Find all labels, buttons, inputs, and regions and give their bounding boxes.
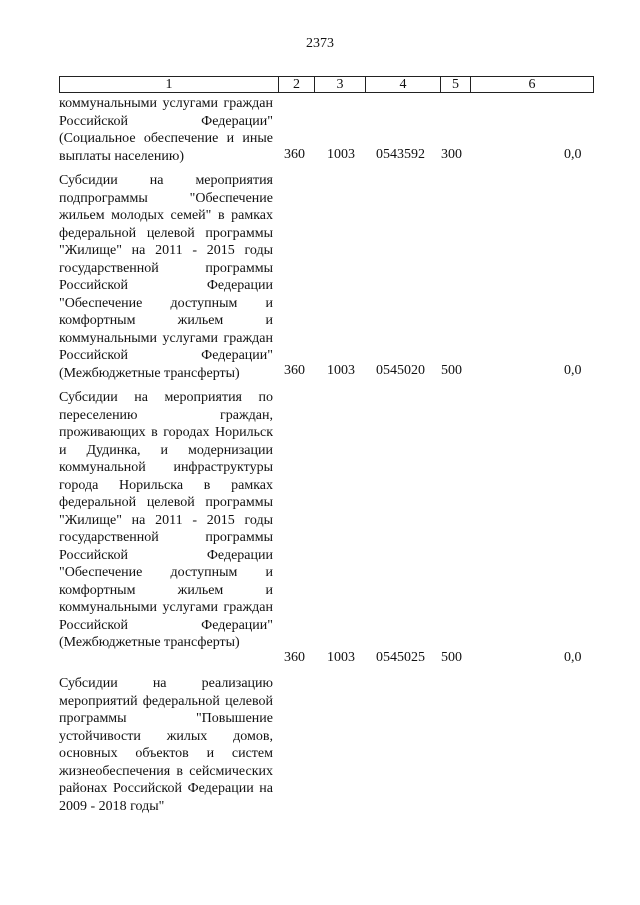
row-description — [59, 172, 273, 382]
page-number: 2373 — [306, 36, 334, 51]
description-text: Субсидии на мероприятия подпрограммы "Обеспечение жильем молодых семей" в рамках федеральной целевой программы "Жилище" на 2011 - 2015 годы государственной программы Российской Федерации "Обеспечение доступным и комфортным жильем и коммунальными услугами граждан Российской Федерации" (Межбюджетные трансферты) — [59, 173, 273, 381]
cell-col6: 0,0 — [564, 650, 582, 665]
row-description — [59, 675, 273, 815]
cell-col3: 1003 — [327, 650, 355, 665]
cell-col2: 360 — [284, 363, 305, 378]
row-description — [59, 95, 273, 165]
cell-col5: 500 — [441, 650, 462, 665]
cell-col6: 0,0 — [564, 363, 582, 378]
cell-col5: 300 — [441, 147, 462, 162]
description-text: Субсидии на мероприятия по переселению граждан, проживающих в городах Норильск и Дудинка, и модернизации коммунальной инфраструктуры города Норильска в рамках федеральной целевой программы "Жилище" на 2011 - 2015 годы государственной программы Российской Федерации "Обеспечение доступным и комфортным жильем и коммунальными услугами граждан Российской Федерации" (Межбюджетные трансферты) — [59, 390, 273, 650]
cell-col6: 0,0 — [564, 147, 582, 162]
cell-col4: 0545025 — [376, 650, 425, 665]
column-header-5: 5 — [440, 76, 470, 93]
cell-col2: 360 — [284, 147, 305, 162]
table-header — [59, 76, 594, 93]
description-text: коммунальными услугами граждан Российской Федерации" (Социальное обеспечение и иные выплаты населению) — [59, 96, 273, 164]
cell-col2: 360 — [284, 650, 305, 665]
description-text: Субсидии на реализацию мероприятий федеральной целевой программы "Повышение устойчивости жилых домов, основных объектов и систем жизнеобеспечения в сейсмических районах Российской Федерации на 2009 - 2018 годы" — [59, 676, 273, 814]
column-header-6: 6 — [470, 76, 594, 93]
column-header-4: 4 — [365, 76, 440, 93]
cell-col4: 0545020 — [376, 363, 425, 378]
column-header-2: 2 — [278, 76, 314, 93]
cell-col3: 1003 — [327, 363, 355, 378]
cell-col4: 0543592 — [376, 147, 425, 162]
cell-col5: 500 — [441, 363, 462, 378]
column-header-3: 3 — [314, 76, 365, 93]
column-header-1: 1 — [59, 76, 278, 93]
cell-col3: 1003 — [327, 147, 355, 162]
row-description — [59, 389, 273, 652]
